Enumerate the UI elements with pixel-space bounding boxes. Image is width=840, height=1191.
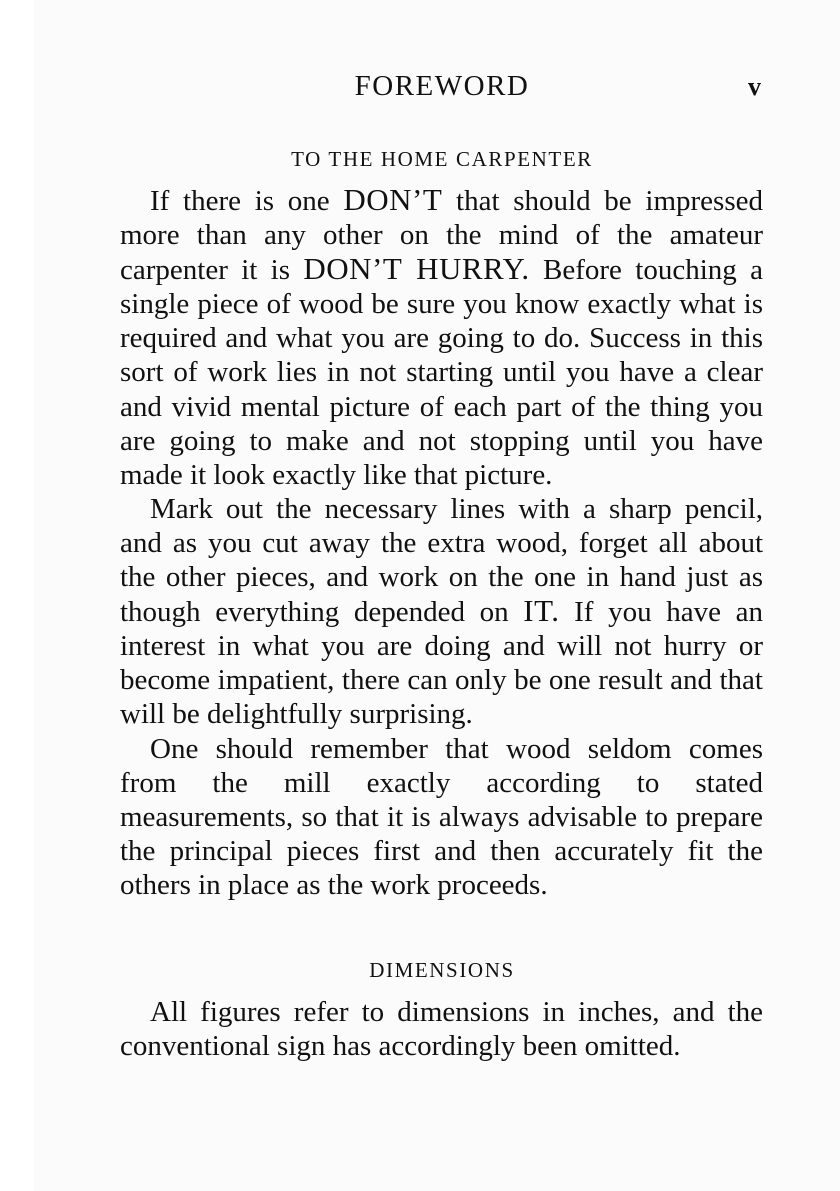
paragraph-text: Before touching a single piece of wood be sure you know exactly what is required and what you are going to do. Success in this sort of work lies in not starting until you have a clear and vivid mental picture of each part of the thing you are going to make and not stopping until you have made it look exactly like that picture. [120, 254, 763, 491]
emphasis-text: DON’T [343, 182, 443, 217]
paragraph: All figures refer to dimensions in inches, and the conventional sign has accordingly been omitted. [120, 996, 763, 1063]
paragraph-text: If there is one [150, 185, 344, 217]
section-heading-dimensions: DIMENSIONS [369, 958, 515, 982]
paragraph: One should remember that wood seldom comes from the mill exactly according to stated measurements, so that it is always advisable to prepare the principal pieces first and then accurately fit the others in place as the work proceeds. [120, 732, 763, 901]
paragraph-text: Mark out the necessary lines with a sharp pencil, and as you cut away the extra wood, forget all about the other pieces, and work on the one in hand just as though everything depended on [120, 492, 763, 629]
paragraph [120, 183, 763, 492]
paragraph-text: If you have an interest in what you are doing and will not hurry or become impatient, there can only be one result and that will be delightfully surprising. [120, 596, 763, 731]
section-body-home-carpenter [120, 183, 763, 902]
page-number: v [748, 72, 761, 101]
running-head [0, 68, 840, 108]
emphasis-text: IT. [523, 593, 560, 629]
section-body-dimensions [120, 995, 763, 1063]
running-title: FOREWORD [354, 70, 530, 102]
paragraph-text: that should be impressed more than any other on the mind of the amateur carpenter it is [120, 185, 763, 287]
emphasis-text: DON’T HURRY. [303, 251, 530, 287]
section-heading-home-carpenter: TO THE HOME CARPENTER [291, 147, 593, 171]
paragraph [120, 492, 763, 732]
